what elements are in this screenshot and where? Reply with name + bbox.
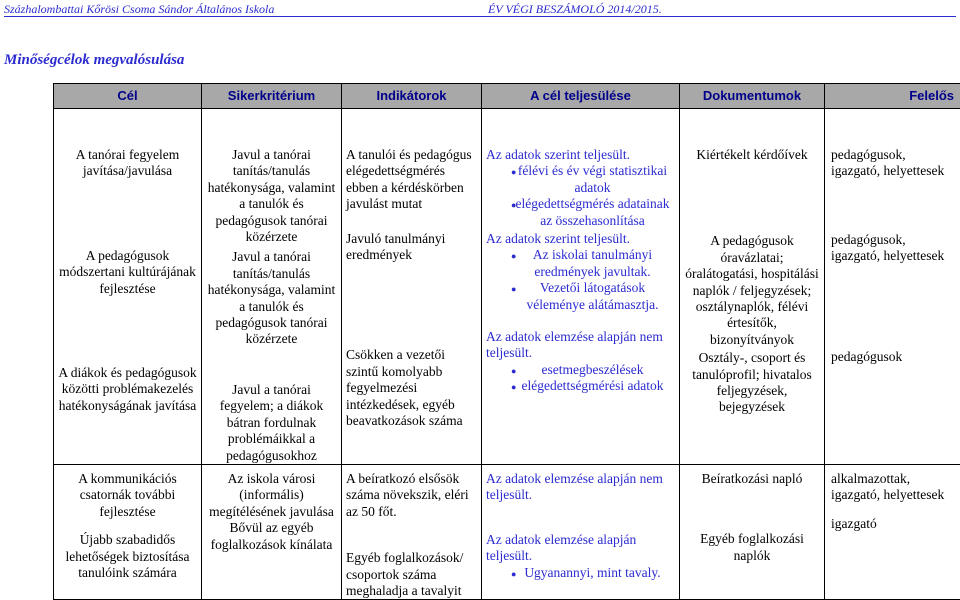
fulfillment-bullet: ● félévi és év végi statisztikai adatok bbox=[486, 163, 675, 196]
header-divider bbox=[4, 16, 956, 17]
fulfillment-status: Az adatok elemzése alapján nem teljesült. bbox=[486, 329, 675, 362]
col-header-indikatorok: Indikátorok bbox=[342, 84, 482, 109]
fulfillment-cell bbox=[482, 109, 680, 465]
col-header-dokumentumok: Dokumentumok bbox=[680, 84, 825, 109]
report-title: ÉV VÉGI BESZÁMOLÓ 2014/2015. bbox=[488, 2, 662, 17]
fulfillment-bullet: ● esetmegbeszélések bbox=[486, 362, 675, 378]
documents-text: Egyéb foglalkozási naplók bbox=[684, 531, 820, 564]
criterion-text: Javul a tanórai tanítás/tanulás hatékonysága, valamint a tanulók és pedagógusok tanórai közérzete bbox=[206, 249, 337, 347]
col-header-sikerkriterium: Sikerkritérium bbox=[202, 84, 342, 109]
indicator-cell bbox=[342, 464, 482, 599]
responsible-text: igazgató bbox=[831, 516, 958, 532]
fulfillment-status: Az adatok elemzése alapján teljesült. bbox=[486, 532, 675, 565]
fulfillment-bullet: ● Ugyanannyi, mint tavaly. bbox=[486, 565, 675, 581]
responsible-text: pedagógusok bbox=[831, 349, 958, 365]
responsible-cell bbox=[825, 109, 960, 465]
indicator-text: A tanulói és pedagógus elégedettségmérés ebben a kérdéskörben javulást mutat bbox=[346, 147, 477, 213]
responsible-text: pedagógusok, igazgató, helyettesek bbox=[831, 147, 958, 180]
fulfillment-cell bbox=[482, 464, 680, 599]
indicator-text: Csökken a vezetői szintű komolyabb fegyelmezési intézkedések, egyéb beavatkozások száma bbox=[346, 347, 477, 429]
fulfillment-status: Az adatok szerint teljesült. bbox=[486, 231, 675, 247]
goal-text: A pedagógusok módszertani kultúrájának fejlesztése bbox=[58, 248, 197, 297]
table-header-row bbox=[54, 84, 960, 109]
goal-text: Újabb szabadidős lehetőségek biztosítása tanulóink számára bbox=[58, 532, 197, 581]
fulfillment-bullet: ● elégedettségmérés adatainak az összehasonlítása bbox=[486, 196, 675, 229]
fulfillment-status: Az adatok szerint teljesült. bbox=[486, 147, 675, 163]
indicator-text: Egyéb foglalkozások/ csoportok száma meghaladja a tavalyit bbox=[346, 550, 477, 599]
col-header-teljesules: A cél teljesülése bbox=[482, 84, 680, 109]
fulfillment-bullet: ● Az iskolai tanulmányi eredmények javultak. bbox=[486, 247, 675, 280]
fulfillment-status: Az adatok elemzése alapján nem teljesült. bbox=[486, 471, 675, 504]
documents-cell bbox=[680, 109, 825, 465]
quality-goals-table bbox=[53, 83, 960, 600]
criterion-text: Javul a tanórai tanítás/tanulás hatékonysága, valamint a tanulók és pedagógusok tanórai közérzete bbox=[206, 147, 337, 245]
table-row bbox=[54, 464, 960, 599]
col-header-felelos: Felelős bbox=[825, 84, 960, 109]
school-name: Százhalombattai Kőrösi Csoma Sándor Általános Iskola bbox=[4, 2, 274, 17]
documents-text: Kiértékelt kérdőívek bbox=[684, 147, 820, 163]
goal-cell bbox=[54, 464, 202, 599]
criterion-text: Javul a tanórai fegyelem; a diákok bátran fordulnak problémáikkal a pedagógusokhoz bbox=[206, 382, 337, 464]
criterion-cell bbox=[202, 464, 342, 599]
goal-text: A tanórai fegyelem javítása/javulása bbox=[58, 147, 197, 180]
section-title: Minőségcélok megvalósulása bbox=[4, 52, 184, 69]
goal-text: A kommunikációs csatornák további fejlesztése bbox=[58, 471, 197, 520]
goal-cell bbox=[54, 109, 202, 465]
documents-text: Osztály-, csoport és tanulóprofil; hivatalos feljegyzések, bejegyzések bbox=[684, 350, 820, 416]
documents-cell bbox=[680, 464, 825, 599]
responsible-cell bbox=[825, 464, 960, 599]
col-header-cel: Cél bbox=[54, 84, 202, 109]
indicator-cell bbox=[342, 109, 482, 465]
table-row bbox=[54, 109, 960, 465]
responsible-text: pedagógusok, igazgató, helyettesek bbox=[831, 232, 958, 265]
goal-text: A diákok és pedagógusok közötti problémakezelés hatékonyságának javítása bbox=[58, 365, 197, 414]
criterion-text: Bővül az egyéb foglalkozások kínálata bbox=[206, 520, 337, 553]
fulfillment-bullet: ● Vezetői látogatások véleménye alátámasztja. bbox=[486, 280, 675, 313]
documents-text: A pedagógusok óravázlatai; óralátogatási, hospitálási naplók / feljegyzések; osztálynaplók, félévi értesítők, bizonyítványok bbox=[684, 233, 820, 348]
documents-text: Beíratkozási napló bbox=[684, 471, 820, 487]
indicator-text: A beíratkozó elsősök száma növekszik, eléri az 50 főt. bbox=[346, 471, 477, 520]
responsible-text: alkalmazottak, igazgató, helyettesek bbox=[831, 471, 958, 504]
indicator-text: Javuló tanulmányi eredmények bbox=[346, 231, 477, 264]
criterion-cell bbox=[202, 109, 342, 465]
criterion-text: Az iskola városi (informális) megítélésének javulása bbox=[206, 471, 337, 520]
fulfillment-bullet: ● elégedettségmérési adatok bbox=[486, 378, 675, 394]
page-header bbox=[4, 2, 956, 16]
